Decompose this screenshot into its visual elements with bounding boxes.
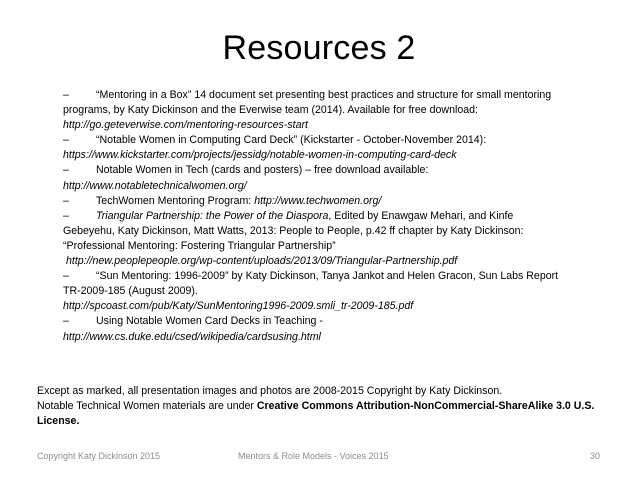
page-number: 30 <box>590 451 601 461</box>
entry-text: Gebeyehu, Katy Dickinson, Matt Watts, 2013: People to People, p.42 ff chapter by Katy Dickinson: <box>63 224 524 237</box>
entry-text: “Professional Mentoring: Fostering Triangular Partnership” <box>63 239 336 252</box>
bullet-dash: – <box>63 164 69 177</box>
entry-text: TR-2009-185 (August 2009). <box>63 285 198 298</box>
resource-link[interactable]: http://spcoast.com/pub/Katy/SunMentoring1996-2009.smli_tr-2009-185.pdf <box>63 300 414 313</box>
entry-text: “Sun Mentoring: 1996-2009” by Katy Dickinson, Tanya Jankot and Helen Gracon, Sun Labs Report <box>96 270 559 283</box>
list-item <box>63 269 608 314</box>
entry-text: “Notable Women in Computing Card Deck” (Kickstarter - October-November 2014): <box>96 134 487 147</box>
bullet-dash: – <box>63 194 69 207</box>
slide-title: Resources 2 <box>222 29 416 67</box>
list-item <box>63 133 608 163</box>
license-prefix: Notable Technical Women materials are under <box>37 400 257 412</box>
list-item <box>63 163 608 193</box>
list-item <box>63 209 608 269</box>
copyright-notes <box>37 384 612 429</box>
list-item <box>63 314 608 344</box>
resource-list <box>63 88 608 345</box>
license-name: Creative Commons Attribution-NonCommercial-ShareAlike 3.0 U.S. License. <box>37 400 595 427</box>
footer-title: Mentors & Role Models - Voices 2015 <box>238 451 389 461</box>
entry-text: “Mentoring in a Box” 14 document set presenting best practices and structure for small mentoring <box>96 89 552 101</box>
bullet-dash: – <box>63 89 69 101</box>
bullet-dash: – <box>63 315 69 328</box>
book-title: Triangular Partnership: the Power of the Diaspora <box>96 209 329 222</box>
resource-link[interactable]: https://www.kickstarter.com/projects/jessidg/notable-women-in-computing-card-deck <box>63 149 457 162</box>
entry-text: , Edited by Enawgaw Mehari, and Kinfe <box>328 209 514 222</box>
footer-copyright: Copyright Katy Dickinson 2015 <box>37 451 161 461</box>
entry-text: Using Notable Women Card Decks in Teaching - <box>96 315 323 328</box>
resource-link[interactable]: http://www.notabletechnicalwomen.org/ <box>63 179 247 192</box>
license-text <box>37 399 612 429</box>
resource-link[interactable]: http://www.cs.duke.edu/csed/wikipedia/cardsusing.html <box>63 330 321 343</box>
list-item <box>63 194 608 209</box>
resource-link[interactable]: http://go.geteverwise.com/mentoring-resources-start <box>63 119 308 132</box>
entry-text: Notable Women in Tech (cards and posters) – free download available: <box>96 164 429 177</box>
list-item <box>63 88 608 133</box>
bullet-dash: – <box>63 209 69 222</box>
bullet-dash: – <box>63 134 69 147</box>
bullet-dash: – <box>63 270 69 283</box>
resource-link[interactable]: http://www.techwomen.org/ <box>254 194 382 207</box>
entry-text: programs, by Katy Dickinson and the Everwise team (2014). Available for free download: <box>63 104 478 117</box>
copyright-text: Except as marked, all presentation images and photos are 2008-2015 Copyright by Katy Dickinson. <box>37 385 503 397</box>
resource-link[interactable]: http://new.peoplepeople.org/wp-content/uploads/2013/09/Triangular-Partnership.pdf <box>66 255 458 268</box>
entry-text: TechWomen Mentoring Program: <box>96 194 255 207</box>
